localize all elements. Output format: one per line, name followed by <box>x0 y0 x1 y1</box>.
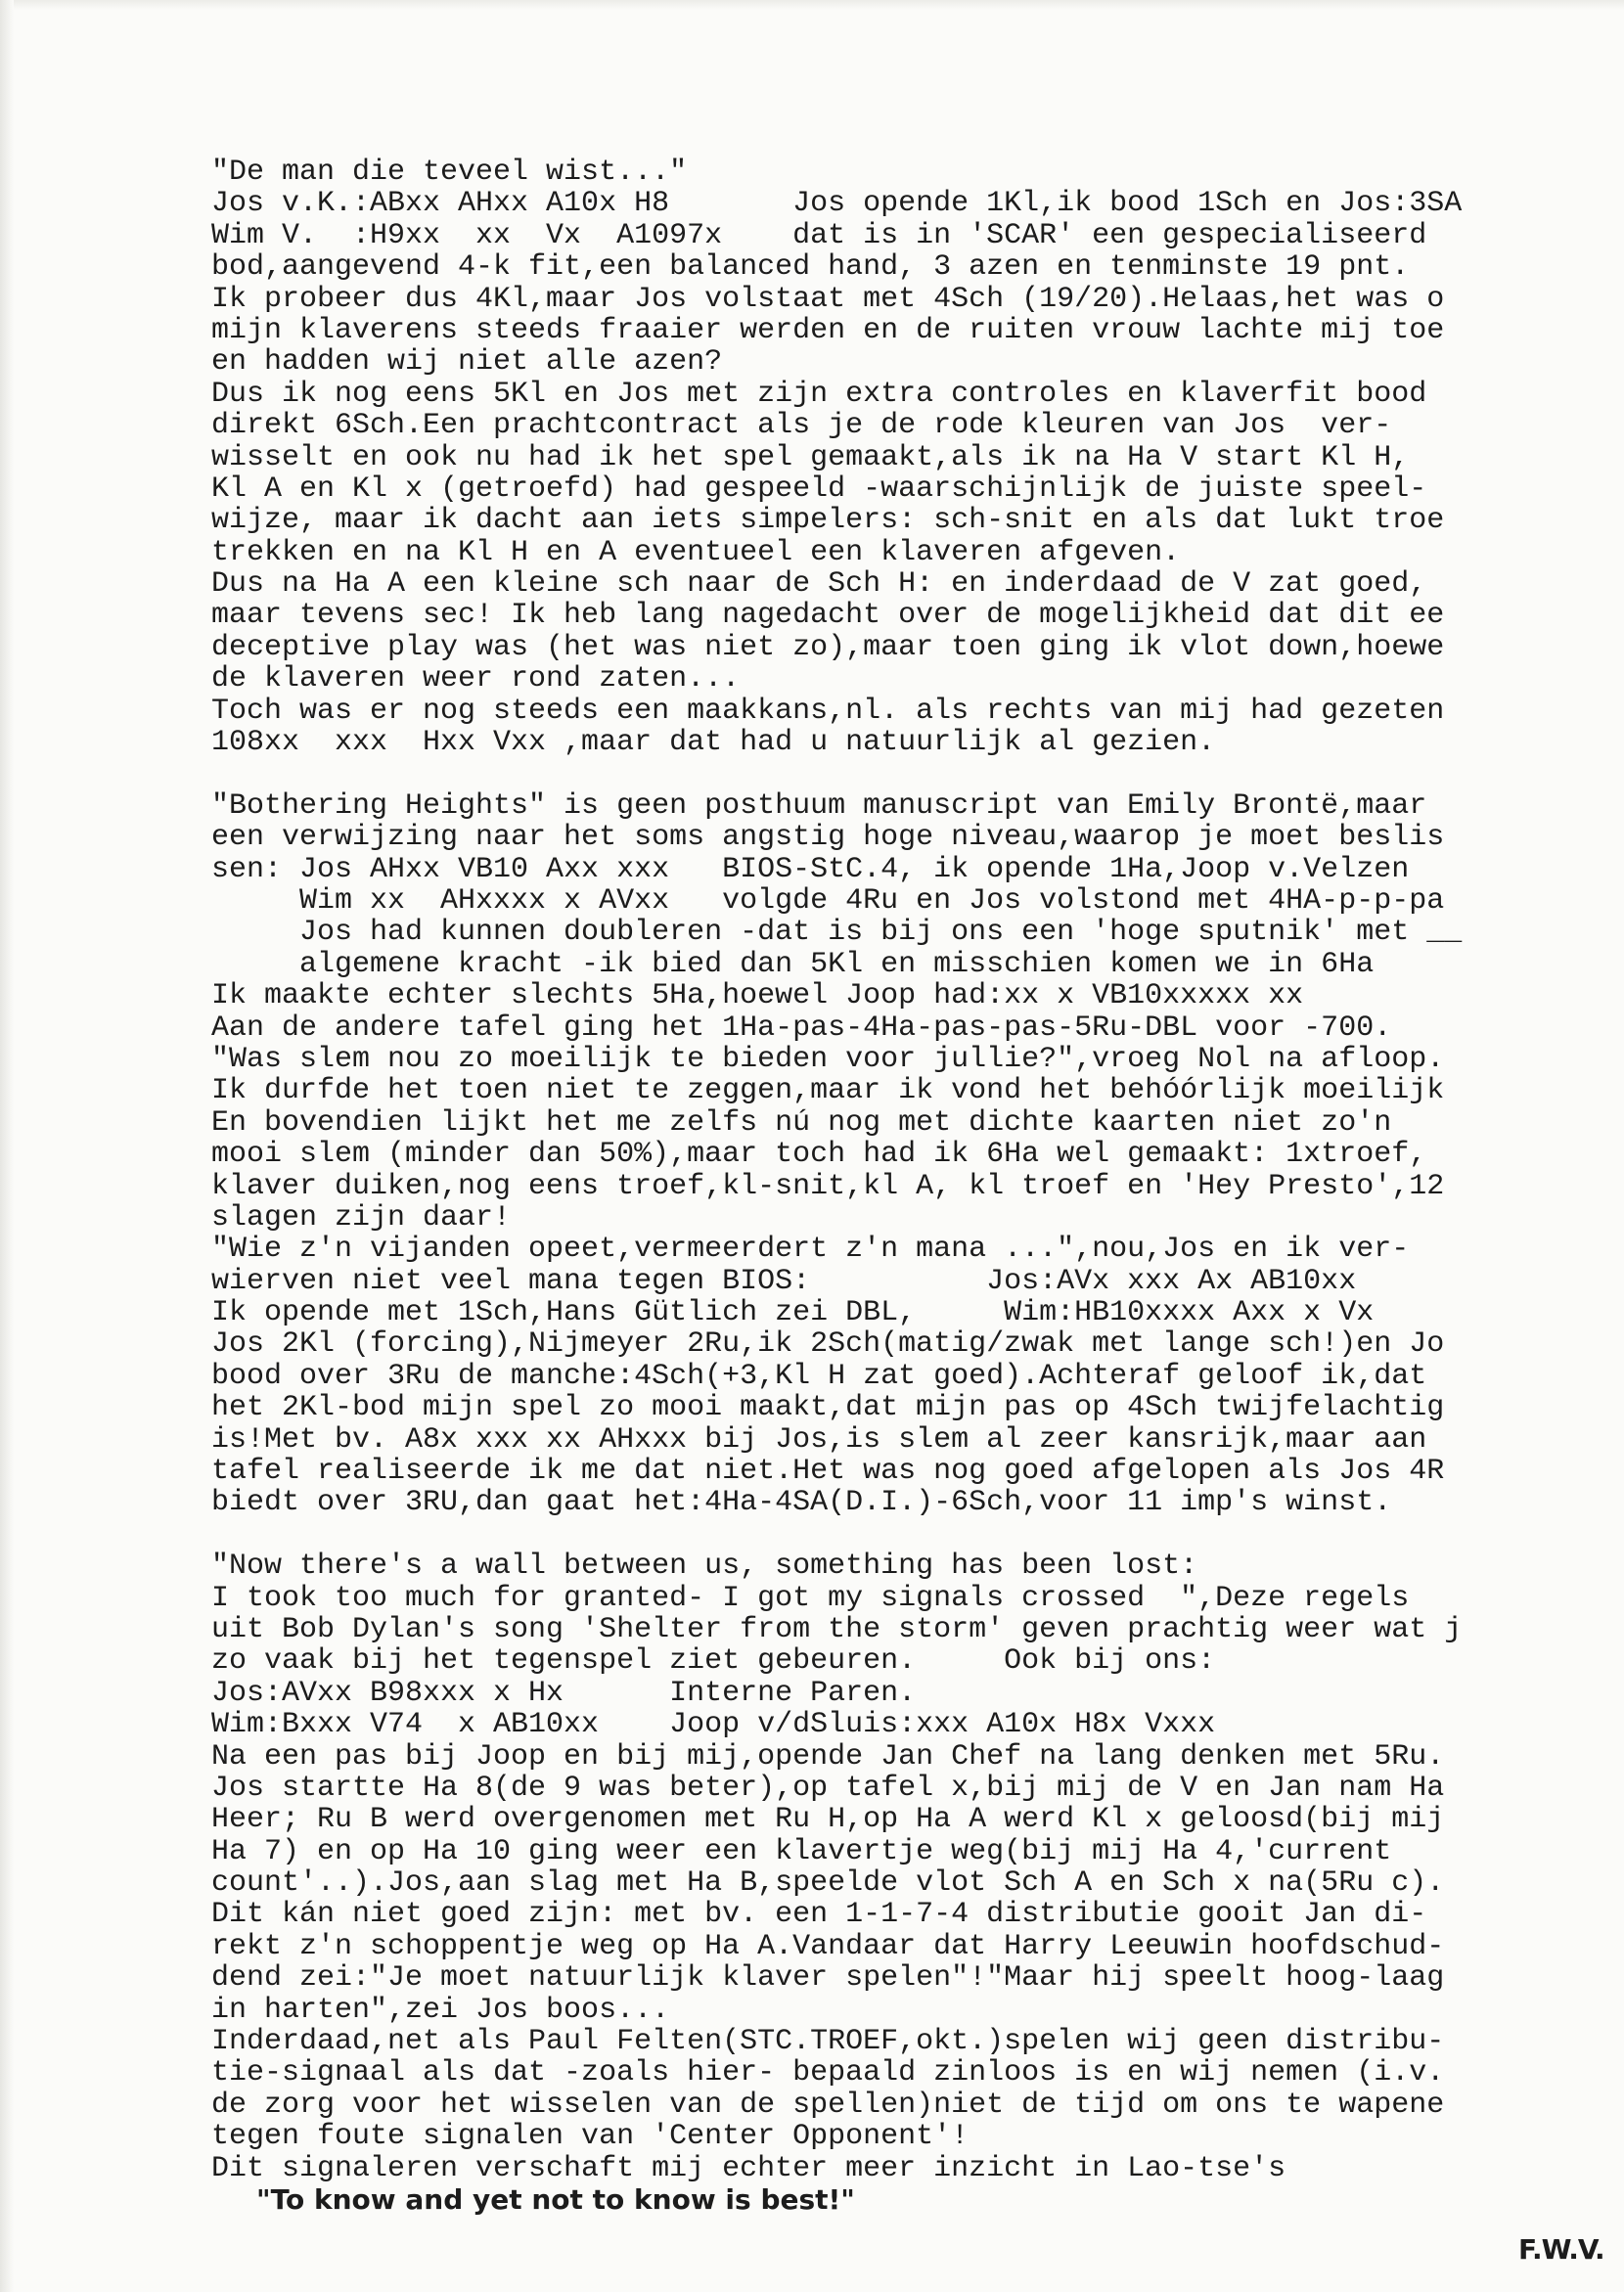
text-line: in harten",zei Jos boos... <box>211 1993 670 2027</box>
text-line: Ik durfde het toen niet te zeggen,maar ik vond het behóórlijk moeilijk <box>211 1074 1445 1108</box>
text-line: Dus na Ha A een kleine sch naar de Sch H: en inderdaad de V zat goed, <box>211 567 1427 602</box>
text-line: bood over 3Ru de manche:4Sch(+3,Kl H zat goed).Achteraf geloof ik,dat <box>211 1359 1427 1393</box>
page-top-shadow <box>0 0 1624 10</box>
text-line: wijze, maar ik dacht aan iets simpelers: sch-snit en als dat lukt troe <box>211 504 1445 538</box>
text-line: tafel realiseerde ik me dat niet.Het was nog goed afgelopen als Jos 4R <box>211 1455 1445 1489</box>
text-line: mijn klaverens steeds fraaier werden en de ruiten vrouw lachte mij toe <box>211 313 1445 347</box>
text-line: het 2Kl-bod mijn spel zo mooi maakt,dat mijn pas op 4Sch twijfelachtig <box>211 1391 1445 1425</box>
text-line: Kl A en Kl x (getroefd) had gespeeld -waarschijnlijk de juiste speel- <box>211 472 1427 506</box>
text-line: Wim xx AHxxxx x AVxx volgde 4Ru en Jos volstond met 4HA-p-p-pa <box>211 883 1445 918</box>
text-line: mooi slem (minder dan 50%),maar toch had ik 6Ha wel gemaakt: 1xtroef, <box>211 1138 1427 1172</box>
text-line: Aan de andere tafel ging het 1Ha-pas-4Ha-pas-pas-5Ru-DBL voor -700. <box>211 1011 1392 1045</box>
text-line: Ik opende met 1Sch,Hans Gütlich zei DBL, Wim:HB10xxxx Axx x Vx <box>211 1296 1375 1330</box>
text-line: is!Met bv. A8x xxx xx AHxxx bij Jos,is slem al zeer kansrijk,maar aan <box>211 1422 1427 1457</box>
text-line: maar tevens sec! Ik heb lang nagedacht over de mogelijkheid dat dit ee <box>211 599 1445 633</box>
text-line: Jos had kunnen doubleren -dat is bij ons een 'hoge sputnik' met __ <box>211 916 1463 950</box>
text-line: zo vaak bij het tegenspel ziet gebeuren. Ook bij ons: <box>211 1644 1216 1679</box>
text-line: Ik maakte echter slechts 5Ha,hoewel Joop had:xx x VB10xxxxx xx <box>211 979 1304 1013</box>
text-line: en hadden wij niet alle azen? <box>211 345 723 380</box>
text-line: "Bothering Heights" is geen posthuum manuscript van Emily Brontë,maar <box>211 788 1427 823</box>
text-line: Inderdaad,net als Paul Felten(STC.TROEF,okt.)spelen wij geen distribu- <box>211 2025 1445 2059</box>
text-line: wierven niet veel mana tegen BIOS: Jos:AVx xxx Ax AB10xx <box>211 1264 1357 1298</box>
blank-line <box>211 758 1624 789</box>
text-line: Toch was er nog steeds een maakkans,nl. als rechts van mij had gezeten <box>211 694 1445 728</box>
article-body <box>211 157 1624 2216</box>
text-line: tegen foute signalen van 'Center Opponent'! <box>211 2120 970 2154</box>
text-line: "Wie z'n vijanden opeet,vermeerdert z'n mana ...",nou,Jos en ik ver- <box>211 1233 1410 1267</box>
text-line: direkt 6Sch.Een prachtcontract als je de rode kleuren van Jos ver- <box>211 409 1392 443</box>
text-line: Wim V. :H9xx xx Vx A1097x dat is in 'SCAR' een gespecialiseerd <box>211 218 1427 252</box>
text-line: Wim:Bxxx V74 x AB10xx Joop v/dSluis:xxx A10x H8x Vxxx <box>211 1708 1216 1742</box>
text-line: Na een pas bij Joop en bij mij,opende Jan Chef na lang denken met 5Ru. <box>211 1739 1445 1774</box>
text-line: Jos v.K.:ABxx AHxx A10x H8 Jos opende 1Kl,ik bood 1Sch en Jos:3SA <box>211 187 1463 221</box>
text-line: "Now there's a wall between us, something has been lost: <box>211 1550 1198 1584</box>
text-line: klaver duiken,nog eens troef,kl-snit,kl A, kl troef en 'Hey Presto',12 <box>211 1169 1445 1203</box>
text-line: algemene kracht -ik bied dan 5Kl en misschien komen we in 6Ha <box>211 947 1375 981</box>
text-line: 108xx xxx Hxx Vxx ,maar dat had u natuurlijk al gezien. <box>211 726 1216 760</box>
page-left-shadow <box>0 0 14 2292</box>
text-line: Ik probeer dus 4Kl,maar Jos volstaat met 4Sch (19/20).Helaas,het was o <box>211 282 1445 316</box>
text-line: de zorg voor het wisselen van de spellen)niet de tijd om ons te wapene <box>211 2088 1445 2122</box>
text-line: tie-signaal als dat -zoals hier- bepaald zinloos is en wij nemen (i.v. <box>211 2056 1445 2090</box>
text-line: uit Bob Dylan's song 'Shelter from the storm' geven prachtig weer wat j <box>211 1612 1463 1646</box>
author-signature: F.W.V. <box>1518 2233 1604 2266</box>
text-line: En bovendien lijkt het me zelfs nú nog met dichte kaarten niet zo'n <box>211 1105 1392 1140</box>
text-line: een verwijzing naar het soms angstig hoge niveau,waarop je moet beslis <box>211 821 1445 855</box>
text-line: Dit kán niet goed zijn: met bv. een 1-1-7-4 distributie gooit Jan di- <box>211 1898 1427 1932</box>
text-line: trekken en na Kl H en A eventueel een klaveren afgeven. <box>211 535 1181 569</box>
text-line: "De man die teveel wist..." <box>211 156 688 189</box>
text-line: Heer; Ru B werd overgenomen met Ru H,op Ha A werd Kl x geloosd(bij mij <box>211 1803 1445 1837</box>
text-line: de klaveren weer rond zaten... <box>211 662 741 697</box>
text-line: deceptive play was (het was niet zo),maar toen ging ik vlot down,hoewe <box>211 630 1445 664</box>
text-line: dend zei:"Je moet natuurlijk klaver spelen"!"Maar hij speelt hoog-laag <box>211 1961 1445 1996</box>
closing-quote: "To know and yet not to know is best!" <box>256 2183 855 2216</box>
text-line: "Was slem nou zo moeilijk te bieden voor jullie?",vroeg Nol na afloop. <box>211 1042 1445 1076</box>
text-line: bod,aangevend 4-k fit,een balanced hand, 3 azen en tenminste 19 pnt. <box>211 250 1410 285</box>
text-line: Ha 7) en op Ha 10 ging weer een klavertje weg(bij mij Ha 4,'current <box>211 1834 1392 1868</box>
text-line: Dit signaleren verschaft mij echter meer inzicht in Lao-tse's <box>211 2151 1286 2185</box>
text-line: biedt over 3RU,dan gaat het:4Ha-4SA(D.I.)-6Sch,voor 11 imp's winst. <box>211 1486 1392 1520</box>
text-line: slagen zijn daar! <box>211 1200 512 1235</box>
text-line: wisselt en ook nu had ik het spel gemaakt,als ik na Ha V start Kl H, <box>211 440 1410 474</box>
text-line: I took too much for granted- I got my signals crossed ",Deze regels <box>211 1581 1410 1615</box>
text-line: rekt z'n schoppentje weg op Ha A.Vandaar dat Harry Leeuwin hoofdschud- <box>211 1929 1445 1963</box>
text-line: sen: Jos AHxx VB10 Axx xxx BIOS-StC.4, ik opende 1Ha,Joop v.Velzen <box>211 852 1410 886</box>
text-line: Jos:AVxx B98xxx x Hx Interne Paren. <box>211 1676 917 1710</box>
blank-line <box>211 1519 1624 1550</box>
text-line: Dus ik nog eens 5Kl en Jos met zijn extra controles en klaverfit bood <box>211 377 1427 411</box>
text-line: count'..).Jos,aan slag met Ha B,speelde vlot Sch A en Sch x na(5Ru c). <box>211 1866 1445 1901</box>
text-line: Jos startte Ha 8(de 9 was beter),op tafel x,bij mij de V en Jan nam Ha <box>211 1771 1445 1805</box>
text-line: Jos 2Kl (forcing),Nijmeyer 2Ru,ik 2Sch(matig/zwak met lange sch!)en Jo <box>211 1327 1445 1362</box>
